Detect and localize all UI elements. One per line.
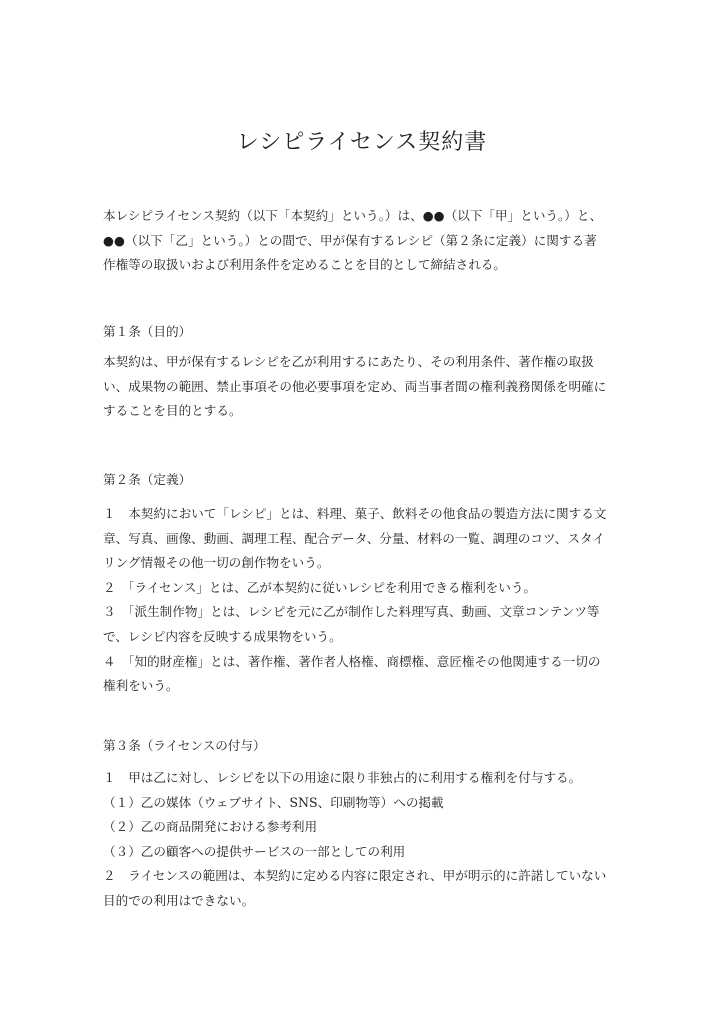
article-2-line: １ 本契約において「レシピ」とは、料理、菓子、飲料その他食品の製造方法に関する文 xyxy=(103,506,607,521)
article-2-line: で、レシピ内容を反映する成果物をいう。 xyxy=(103,628,342,644)
article-2-line: ２ 「ライセンス」とは、乙が本契約に従いレシピを利用できる権利をいう。 xyxy=(103,579,537,595)
article-3-line: （３）乙の顧客への提供サービスの一部としての利用 xyxy=(103,843,406,859)
article-3-line: （１）乙の媒体（ウェブサイト、SNS、印刷物等）への掲載 xyxy=(103,794,444,810)
article-2-line: 権利をいう。 xyxy=(103,678,179,694)
preamble-paragraph xyxy=(103,204,623,278)
article-1-line: することを目的とする。 xyxy=(103,403,242,419)
article-2-line: ３ 「派生制作物」とは、レシピを元に乙が制作した料理写真、動画、文章コンテンツ等 xyxy=(103,604,600,620)
article-3-body xyxy=(103,766,623,914)
article-1-heading: 第１条（目的） xyxy=(103,324,192,339)
article-2-line: 章、写真、画像、動画、調理工程、配合データ、分量、材料の一覧、調理のコツ、スタイ xyxy=(103,530,605,546)
article-2-body xyxy=(103,502,623,699)
article-1-body xyxy=(103,350,623,424)
article-3-line: １ 甲は乙に対し、レシピを以下の用途に限り非独占的に利用する権利を付与する。 xyxy=(103,770,582,785)
article-3-line: ２ ライセンスの範囲は、本契約に定める内容に限定され、甲が明示的に許諾していない xyxy=(103,868,607,884)
preamble-line: 作権等の取扱いおよび利用条件を定めることを目的として締結される。 xyxy=(103,257,506,273)
article-2-line: ４ 「知的財産権」とは、著作権、著作者人格権、商標権、意匠権その他関連する一切の xyxy=(103,653,601,669)
article-3-line: 目的での利用はできない。 xyxy=(103,892,255,908)
preamble-line: ●●（以下「乙」という。）との間で、甲が保有するレシピ（第２条に定義）に関する著 xyxy=(103,232,597,248)
article-3-heading: 第３条（ライセンスの付与） xyxy=(103,738,266,753)
document-title: レシピライセンス契約書 xyxy=(236,130,488,155)
article-1-line: い、成果物の範囲、禁止事項その他必要事項を定め、両当事者間の権利義務関係を明確に xyxy=(103,378,607,394)
preamble-line: 本レシピライセンス契約（以下「本契約」という。）は、●●（以下「甲」という。）と、 xyxy=(103,208,603,223)
article-1-line: 本契約は、甲が保有するレシピを乙が利用するにあたり、その利用条件、著作権の取扱 xyxy=(103,354,594,369)
article-3-line: （２）乙の商品開発における参考利用 xyxy=(103,819,318,835)
article-2-line: リング情報その他一切の創作物をいう。 xyxy=(103,555,330,571)
article-2-heading: 第２条（定義） xyxy=(103,472,192,487)
